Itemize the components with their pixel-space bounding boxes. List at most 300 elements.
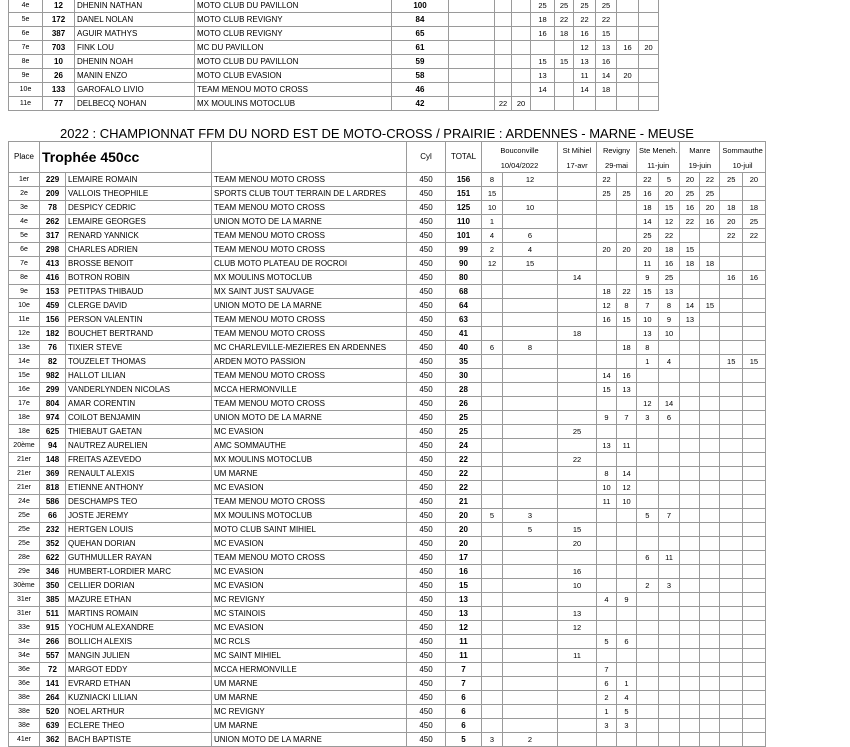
score-cell [720, 593, 743, 607]
score-cell [720, 565, 743, 579]
rider-name: ETIENNE ANTHONY [66, 481, 212, 495]
score-cell: 20 [597, 243, 617, 257]
score-cell [720, 453, 743, 467]
score-cell: 3 [597, 719, 617, 733]
cylinder: 450 [407, 271, 446, 285]
rider-club: CLUB MOTO PLATEAU DE ROCROI [212, 257, 407, 271]
score-cell [639, 55, 659, 69]
score-cell [617, 229, 637, 243]
score-cell [700, 565, 720, 579]
score-cell: 9 [617, 593, 637, 607]
score-cell: 25 [680, 187, 700, 201]
table-row [9, 271, 766, 285]
score-cell [680, 593, 700, 607]
score-cell [555, 97, 574, 111]
rider-name: PETITPAS THIBAUD [66, 285, 212, 299]
event-name: Ste Meneh. [637, 142, 680, 160]
rider-number: 141 [40, 677, 66, 691]
score-cell: 15 [637, 285, 659, 299]
score-cell [503, 439, 558, 453]
score-cell [555, 41, 574, 55]
score-cell [680, 649, 700, 663]
total-points: 24 [446, 439, 482, 453]
score-cell [658, 663, 680, 677]
rider-name: HALLOT LILIAN [66, 369, 212, 383]
score-cell [658, 467, 680, 481]
rider-number: 385 [40, 593, 66, 607]
rider-number: 77 [43, 97, 75, 111]
score-cell: 1 [482, 215, 503, 229]
score-cell: 12 [558, 621, 597, 635]
score-cell [482, 481, 503, 495]
score-cell [495, 69, 512, 83]
score-cell: 6 [597, 677, 617, 691]
score-cell [503, 663, 558, 677]
rider-name: VALLOIS THEOPHILE [66, 187, 212, 201]
score-cell [558, 369, 597, 383]
score-cell [637, 537, 659, 551]
rider-club: SPORTS CLUB TOUT TERRAIN DE L ARDRES [212, 187, 407, 201]
score-cell [558, 551, 597, 565]
total-points: 40 [446, 341, 482, 355]
score-cell [720, 649, 743, 663]
score-cell: 22 [574, 13, 596, 27]
score-cell [597, 327, 617, 341]
rider-name: DELBECQ NOHAN [75, 97, 195, 111]
score-cell: 1 [617, 677, 637, 691]
score-cell [720, 481, 743, 495]
score-cell [720, 397, 743, 411]
rider-name: MARGOT EDDY [66, 663, 212, 677]
score-cell [495, 83, 512, 97]
table-row [9, 187, 766, 201]
score-cell: 6 [482, 341, 503, 355]
rider-number: 317 [40, 229, 66, 243]
cylinder: 450 [407, 257, 446, 271]
cylinder: 450 [407, 439, 446, 453]
rider-number: 387 [43, 27, 75, 41]
score-cell [637, 607, 659, 621]
cylinder: 450 [407, 187, 446, 201]
score-cell [743, 397, 766, 411]
score-cell: 9 [637, 271, 659, 285]
score-cell [720, 369, 743, 383]
score-cell: 22 [555, 13, 574, 27]
score-cell [637, 663, 659, 677]
total-points: 13 [446, 607, 482, 621]
rider-name: KUZNIACKI LILIAN [66, 691, 212, 705]
rider-number: 413 [40, 257, 66, 271]
score-cell [503, 369, 558, 383]
score-cell [700, 579, 720, 593]
rider-club: MC SAINT MIHIEL [212, 649, 407, 663]
score-cell: 22 [617, 285, 637, 299]
rider-number: 369 [40, 467, 66, 481]
score-cell [617, 27, 639, 41]
rider-name: CLERGE DAVID [66, 299, 212, 313]
place-cell: 13e [9, 341, 40, 355]
score-cell [482, 649, 503, 663]
score-cell [700, 467, 720, 481]
total-points: 35 [446, 355, 482, 369]
score-cell [503, 313, 558, 327]
score-cell: 25 [743, 215, 766, 229]
score-cell [743, 705, 766, 719]
score-cell: 15 [531, 55, 555, 69]
table-row [9, 495, 766, 509]
score-cell [743, 243, 766, 257]
score-cell [680, 285, 700, 299]
score-cell: 14 [531, 83, 555, 97]
score-cell: 20 [617, 243, 637, 257]
score-cell [720, 523, 743, 537]
total-points: 17 [446, 551, 482, 565]
place-cell: 1er [9, 173, 40, 187]
rider-club: MC DU PAVILLON [195, 41, 392, 55]
rider-club: TEAM MENOU MOTO CROSS [212, 229, 407, 243]
score-cell [680, 229, 700, 243]
header-row [9, 142, 766, 160]
score-cell: 11 [617, 439, 637, 453]
score-cell: 14 [680, 299, 700, 313]
score-cell: 2 [597, 691, 617, 705]
score-cell [658, 369, 680, 383]
rider-name: RENAULT ALEXIS [66, 467, 212, 481]
rider-name: MAZURE ETHAN [66, 593, 212, 607]
rider-number: 416 [40, 271, 66, 285]
score-cell [700, 719, 720, 733]
event-name: Bouconville [482, 142, 558, 160]
score-cell [558, 257, 597, 271]
cylinder: 450 [407, 719, 446, 733]
score-cell [700, 705, 720, 719]
score-cell [700, 509, 720, 523]
score-cell [720, 327, 743, 341]
place-cell: 8e [9, 55, 43, 69]
score-cell [597, 565, 617, 579]
empty-cell [449, 27, 495, 41]
score-cell: 3 [482, 733, 503, 747]
score-cell [639, 69, 659, 83]
place-cell: 34e [9, 649, 40, 663]
score-cell [597, 397, 617, 411]
score-cell [743, 299, 766, 313]
score-cell [503, 467, 558, 481]
score-cell [720, 607, 743, 621]
cylinder: 450 [407, 607, 446, 621]
table-row [9, 341, 766, 355]
score-cell: 12 [658, 215, 680, 229]
score-cell: 13 [637, 327, 659, 341]
table-row [9, 397, 766, 411]
event-date: 17-avr [558, 159, 597, 173]
score-cell [503, 327, 558, 341]
empty-cell [449, 69, 495, 83]
total-points: 101 [446, 229, 482, 243]
cylinder: 450 [407, 649, 446, 663]
score-cell: 12 [637, 397, 659, 411]
score-cell [555, 83, 574, 97]
rider-number: 229 [40, 173, 66, 187]
score-cell [680, 579, 700, 593]
score-cell [617, 509, 637, 523]
score-cell [700, 607, 720, 621]
rider-club: TEAM MENOU MOTO CROSS [195, 83, 392, 97]
score-cell [597, 551, 617, 565]
score-cell [680, 537, 700, 551]
score-cell: 3 [503, 509, 558, 523]
score-cell [482, 635, 503, 649]
score-cell [558, 397, 597, 411]
score-cell [720, 579, 743, 593]
score-cell [558, 635, 597, 649]
rider-club: MC CHARLEVILLE-MEZIERES EN ARDENNES [212, 341, 407, 355]
table-row [9, 635, 766, 649]
rider-name: YOCHUM ALEXANDRE [66, 621, 212, 635]
score-cell: 22 [743, 229, 766, 243]
score-cell [700, 243, 720, 257]
score-cell [617, 621, 637, 635]
rider-club: TEAM MENOU MOTO CROSS [212, 495, 407, 509]
score-cell [637, 369, 659, 383]
total-points: 22 [446, 481, 482, 495]
score-cell [680, 271, 700, 285]
rider-number: 153 [40, 285, 66, 299]
score-cell [658, 677, 680, 691]
score-cell [680, 523, 700, 537]
score-cell [700, 691, 720, 705]
championship-title: 2022 : CHAMPIONNAT FFM DU NORD EST DE MOTO-CROSS / PRAIRIE : ARDENNES - MARNE - MEUSE [60, 126, 694, 141]
total-points: 20 [446, 523, 482, 537]
rider-club: MC EVASION [212, 481, 407, 495]
score-cell: 20 [558, 537, 597, 551]
score-cell [720, 537, 743, 551]
empty-cell [449, 55, 495, 69]
score-cell: 15 [680, 243, 700, 257]
score-cell [743, 187, 766, 201]
rider-name: LEMAIRE GEORGES [66, 215, 212, 229]
score-cell [743, 649, 766, 663]
score-cell [617, 201, 637, 215]
place-cell: 38e [9, 719, 40, 733]
score-cell [512, 83, 531, 97]
place-cell: 16e [9, 383, 40, 397]
score-cell: 18 [680, 257, 700, 271]
total-points: 20 [446, 537, 482, 551]
rider-name: HUMBERT-LORDIER MARC [66, 565, 212, 579]
rider-club: UNION MOTO DE LA MARNE [212, 299, 407, 313]
score-cell: 15 [555, 55, 574, 69]
place-cell: 31er [9, 607, 40, 621]
score-cell: 12 [482, 257, 503, 271]
cylinder: 450 [407, 173, 446, 187]
place-cell: 5e [9, 13, 43, 27]
score-cell: 10 [558, 579, 597, 593]
score-cell: 7 [617, 411, 637, 425]
score-cell [617, 425, 637, 439]
place-cell: 36e [9, 663, 40, 677]
cylinder: 450 [407, 355, 446, 369]
rider-name: TOUZELET THOMAS [66, 355, 212, 369]
score-cell: 25 [617, 187, 637, 201]
score-cell [720, 425, 743, 439]
score-cell: 25 [596, 0, 617, 13]
table-row [9, 621, 766, 635]
place-cell: 30ème [9, 579, 40, 593]
score-cell [558, 467, 597, 481]
score-cell: 25 [637, 229, 659, 243]
score-cell [482, 383, 503, 397]
score-cell: 22 [700, 173, 720, 187]
rider-number: 818 [40, 481, 66, 495]
total-points: 22 [446, 453, 482, 467]
score-cell [503, 453, 558, 467]
event-date: 10/04/2022 [482, 159, 558, 173]
score-cell [495, 41, 512, 55]
score-cell [680, 635, 700, 649]
table-row [9, 523, 766, 537]
cylinder: 450 [407, 663, 446, 677]
score-cell [700, 271, 720, 285]
score-cell [743, 719, 766, 733]
total-points: 59 [392, 55, 449, 69]
score-cell: 12 [597, 299, 617, 313]
score-cell: 16 [574, 27, 596, 41]
score-cell [680, 481, 700, 495]
score-cell: 8 [482, 173, 503, 187]
event-name: St Mihiel [558, 142, 597, 160]
rider-name: COILOT BENJAMIN [66, 411, 212, 425]
score-cell [720, 285, 743, 299]
rider-name: GUTHMULLER RAYAN [66, 551, 212, 565]
score-cell [503, 187, 558, 201]
cylinder: 450 [407, 481, 446, 495]
score-cell: 18 [617, 341, 637, 355]
score-cell: 8 [503, 341, 558, 355]
score-cell: 25 [700, 187, 720, 201]
score-cell: 14 [658, 397, 680, 411]
score-cell [743, 621, 766, 635]
score-cell: 10 [503, 201, 558, 215]
score-cell [482, 397, 503, 411]
rider-name: HERTGEN LOUIS [66, 523, 212, 537]
rider-club: TEAM MENOU MOTO CROSS [212, 313, 407, 327]
score-cell: 12 [503, 173, 558, 187]
score-cell [482, 327, 503, 341]
score-cell [700, 341, 720, 355]
score-cell [482, 411, 503, 425]
score-cell [700, 313, 720, 327]
score-cell: 3 [637, 411, 659, 425]
score-cell [720, 551, 743, 565]
cylinder: 450 [407, 593, 446, 607]
cylinder: 450 [407, 551, 446, 565]
score-cell [597, 621, 617, 635]
score-cell: 18 [743, 201, 766, 215]
score-cell [639, 83, 659, 97]
rider-name: MANIN ENZO [75, 69, 195, 83]
score-cell [743, 383, 766, 397]
rider-number: 72 [40, 663, 66, 677]
score-cell [482, 313, 503, 327]
score-cell [597, 733, 617, 747]
table-row [9, 383, 766, 397]
score-cell [700, 621, 720, 635]
rider-name: NAUTREZ AURELIEN [66, 439, 212, 453]
score-cell [558, 173, 597, 187]
score-cell [700, 383, 720, 397]
score-cell [617, 257, 637, 271]
score-cell [637, 677, 659, 691]
score-cell [680, 565, 700, 579]
score-cell [558, 285, 597, 299]
previous-category-table [8, 0, 659, 111]
score-cell: 1 [597, 705, 617, 719]
score-cell [743, 523, 766, 537]
total-points: 84 [392, 13, 449, 27]
score-cell [482, 299, 503, 313]
score-cell: 15 [700, 299, 720, 313]
place-cell: 6e [9, 243, 40, 257]
score-cell [512, 27, 531, 41]
rider-number: 94 [40, 439, 66, 453]
score-cell [558, 691, 597, 705]
score-cell: 4 [597, 593, 617, 607]
score-cell [637, 383, 659, 397]
score-cell: 12 [574, 41, 596, 55]
score-cell [495, 55, 512, 69]
rider-number: 299 [40, 383, 66, 397]
score-cell [680, 677, 700, 691]
score-cell [503, 215, 558, 229]
score-cell: 11 [597, 495, 617, 509]
score-cell [700, 355, 720, 369]
score-cell: 18 [596, 83, 617, 97]
score-cell [503, 551, 558, 565]
score-cell: 13 [617, 383, 637, 397]
total-header: TOTAL [446, 142, 482, 173]
score-cell [700, 649, 720, 663]
table-row [9, 607, 766, 621]
rider-club: MOTO CLUB DU PAVILLON [195, 55, 392, 69]
score-cell [743, 537, 766, 551]
cylinder: 450 [407, 621, 446, 635]
score-cell [597, 509, 617, 523]
rider-number: 82 [40, 355, 66, 369]
score-cell [700, 635, 720, 649]
score-cell [700, 523, 720, 537]
score-cell: 10 [597, 481, 617, 495]
table-row [9, 257, 766, 271]
score-cell [503, 299, 558, 313]
score-cell: 10 [617, 495, 637, 509]
score-cell: 11 [574, 69, 596, 83]
score-cell: 22 [637, 173, 659, 187]
score-cell: 16 [720, 271, 743, 285]
score-cell: 20 [658, 187, 680, 201]
score-cell [617, 663, 637, 677]
score-cell [617, 97, 639, 111]
score-cell: 5 [658, 173, 680, 187]
cylinder: 450 [407, 285, 446, 299]
total-points: 22 [446, 467, 482, 481]
score-cell [617, 551, 637, 565]
total-points: 28 [446, 383, 482, 397]
table-row [9, 215, 766, 229]
score-cell: 6 [658, 411, 680, 425]
score-cell [503, 649, 558, 663]
score-cell [482, 271, 503, 285]
